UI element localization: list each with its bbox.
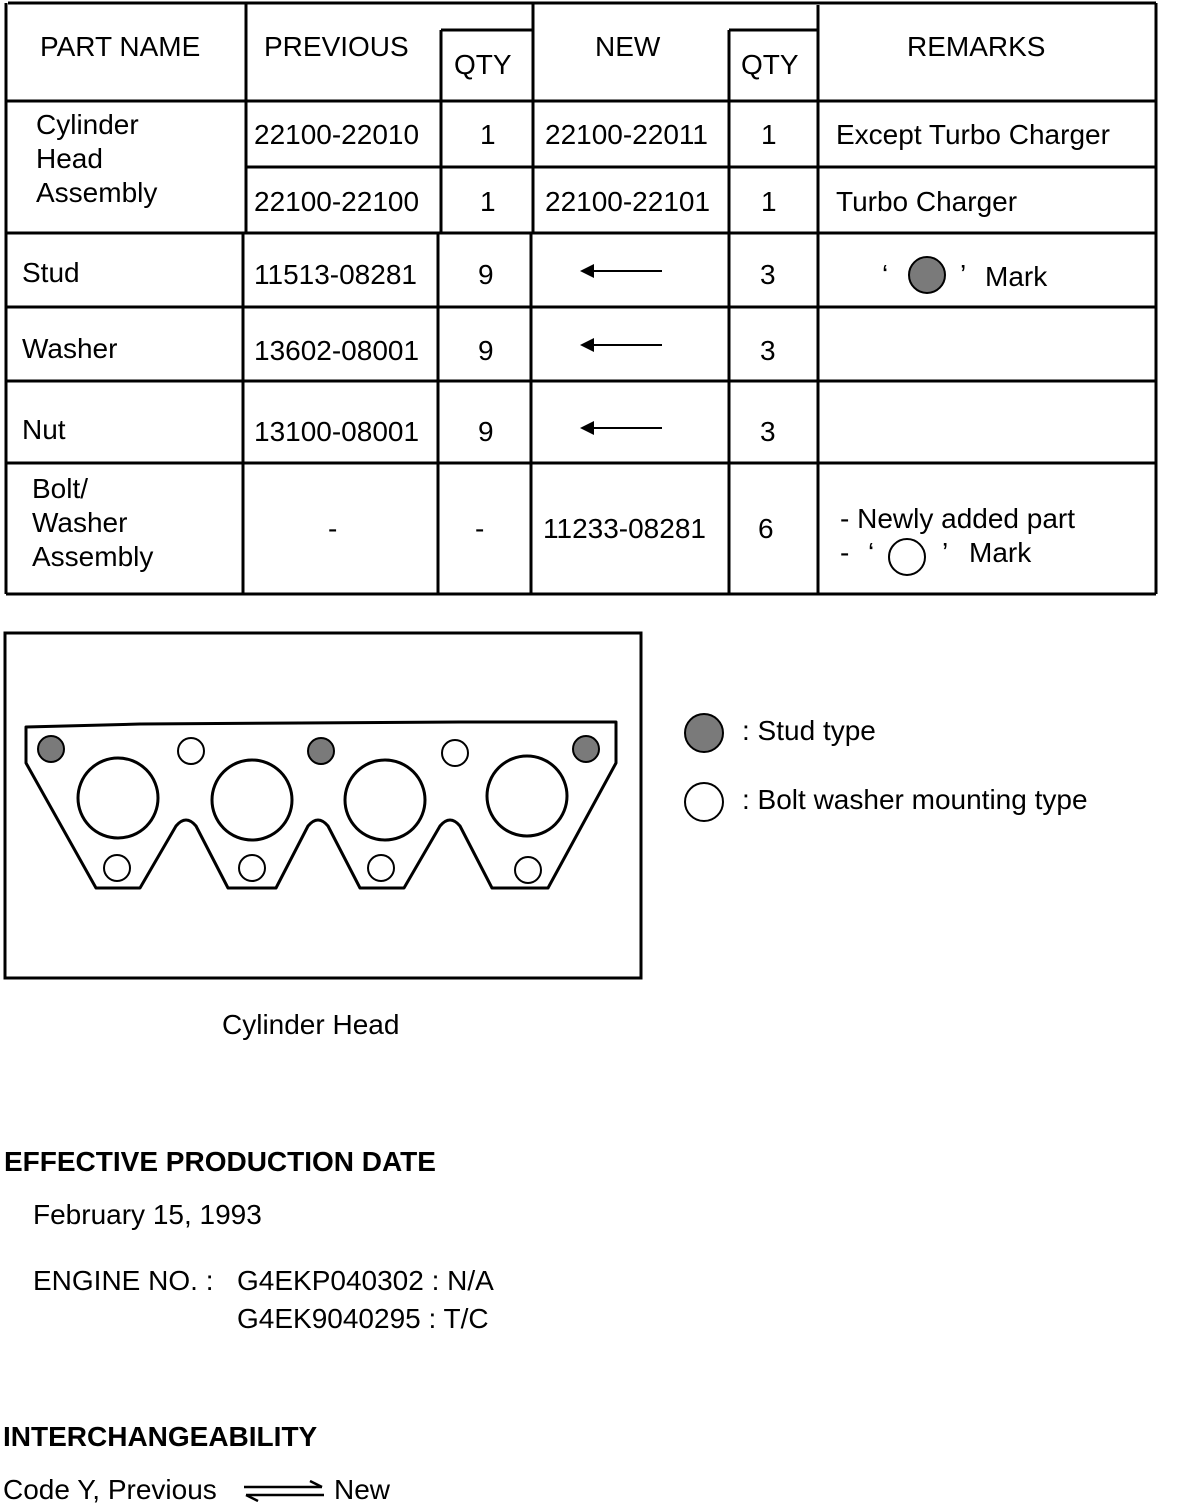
bolt-hole-icon xyxy=(178,738,204,764)
bolt-hole-icon xyxy=(442,740,468,766)
part-name-line: Head xyxy=(36,143,103,174)
header-part-name: PART NAME xyxy=(40,31,201,62)
remarks-mark: Mark xyxy=(985,261,1048,292)
port-hole xyxy=(487,756,567,836)
bolt-type-legend-icon xyxy=(684,782,724,822)
quote-open: ‘ xyxy=(868,537,875,568)
stud-mark-icon xyxy=(908,256,946,294)
remarks-mark: Mark xyxy=(969,537,1032,568)
quote-close: ’ xyxy=(960,259,967,290)
engine-number-na: G4EKP040302 : N/A xyxy=(237,1265,494,1296)
part-name: Nut xyxy=(22,414,66,445)
previous-part-no: - xyxy=(328,513,338,544)
effective-heading: EFFECTIVE PRODUCTION DATE xyxy=(4,1146,436,1177)
part-name-line: Bolt/ xyxy=(32,473,89,504)
engine-number-tc: G4EK9040295 : T/C xyxy=(237,1303,489,1334)
previous-qty: 1 xyxy=(480,119,496,150)
part-name-line: Assembly xyxy=(36,177,158,208)
same-as-previous-arrow-icon xyxy=(582,270,662,272)
port-hole xyxy=(212,760,292,840)
previous-qty: - xyxy=(475,513,485,544)
previous-qty: 1 xyxy=(480,186,496,217)
legend-bolt-label: : Bolt washer mounting type xyxy=(742,784,1088,815)
new-part-no: 22100-22101 xyxy=(545,186,711,217)
quote-close: ’ xyxy=(942,537,949,568)
remarks-text: Turbo Charger xyxy=(836,186,1018,217)
quote-open: ‘ xyxy=(882,259,889,290)
port-hole xyxy=(345,760,425,840)
new-part-no: 11233-08281 xyxy=(543,513,706,544)
port-hole xyxy=(78,758,158,838)
previous-part-no: 13100-08001 xyxy=(254,416,420,447)
stud-hole-icon xyxy=(573,736,599,762)
remarks-line: - Newly added part xyxy=(840,503,1076,534)
part-name: Washer xyxy=(22,333,118,364)
new-qty: 3 xyxy=(760,416,776,447)
same-as-previous-arrow-icon xyxy=(582,344,662,346)
previous-part-no: 11513-08281 xyxy=(254,259,417,290)
legend-stud-label: : Stud type xyxy=(742,715,876,746)
new-qty: 1 xyxy=(761,119,777,150)
previous-qty: 9 xyxy=(478,335,494,366)
engine-label: ENGINE NO. : xyxy=(33,1265,214,1296)
interchange-code-prefix: Code Y, Previous xyxy=(3,1474,217,1505)
bolt-hole-icon xyxy=(515,857,541,883)
previous-qty: 9 xyxy=(478,259,494,290)
part-name-line: Cylinder xyxy=(36,109,139,140)
new-qty: 3 xyxy=(760,259,776,290)
previous-qty: 9 xyxy=(478,416,494,447)
effective-date: February 15, 1993 xyxy=(33,1199,262,1230)
header-qty-previous: QTY xyxy=(454,49,512,80)
bolt-hole-icon xyxy=(104,855,130,881)
bolt-mark-icon xyxy=(888,538,926,576)
part-name-line: Washer xyxy=(32,507,128,538)
bolt-hole-icon xyxy=(239,855,265,881)
part-name-line: Assembly xyxy=(32,541,154,572)
previous-part-no: 22100-22100 xyxy=(254,186,420,217)
remarks-text: Except Turbo Charger xyxy=(836,119,1110,150)
new-qty: 1 xyxy=(761,186,777,217)
new-qty: 6 xyxy=(758,513,774,544)
interchange-heading: INTERCHANGEABILITY xyxy=(3,1421,318,1452)
stud-hole-icon xyxy=(308,738,334,764)
cylinder-head-diagram xyxy=(0,630,650,982)
stud-type-legend-icon xyxy=(684,713,724,753)
bolt-hole-icon xyxy=(368,855,394,881)
interchange-code-suffix: New xyxy=(334,1474,391,1505)
interchange-double-arrow-icon xyxy=(240,1480,328,1502)
remarks-dash: - xyxy=(840,537,850,568)
diagram-caption: Cylinder Head xyxy=(222,1009,400,1040)
previous-part-no: 13602-08001 xyxy=(254,335,420,366)
previous-part-no: 22100-22010 xyxy=(254,119,420,150)
header-remarks: REMARKS xyxy=(907,31,1046,62)
header-previous: PREVIOUS xyxy=(264,31,409,62)
new-part-no: 22100-22011 xyxy=(545,119,708,150)
part-name: Stud xyxy=(22,257,80,288)
header-qty-new: QTY xyxy=(741,49,799,80)
stud-hole-icon xyxy=(38,736,64,762)
header-new: NEW xyxy=(595,31,661,62)
same-as-previous-arrow-icon xyxy=(582,427,662,429)
new-qty: 3 xyxy=(760,335,776,366)
